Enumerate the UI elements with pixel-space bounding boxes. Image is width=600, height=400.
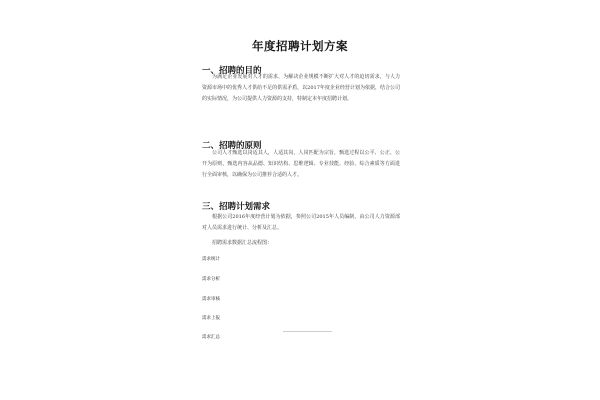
section-heading-purpose: 一、招聘的目的 [202, 66, 262, 76]
document-title: 年度招聘计划方案 [252, 39, 348, 53]
flow-step-review: 需求审核 [202, 297, 220, 302]
flow-step-analysis: 需求分析 [202, 277, 220, 282]
flow-step-summary: 需求汇总 [202, 335, 220, 340]
flow-connector-line [283, 331, 332, 332]
flow-step-statistics: 需求统计 [202, 257, 220, 262]
flowchart-caption: 招聘需求数据汇总流程图： [212, 240, 273, 246]
section-heading-principles: 二、招聘的原则 [202, 141, 262, 151]
section-body-principles: 公司人才甄选以岗适其人，人适其岗，人岗匹配为宗旨，甄选过程以公平、公正、公开为原则，甄选内容从品德、知识结构、思维逻辑、专业技能、经验、综合素质等方面进行全面审核，以确保为公司推荐合适的人才。 [202, 150, 400, 178]
section-heading-requirements: 三、招聘计划需求 [202, 202, 271, 212]
section-body-requirements: 根据公司2016年度经营计划为依据，参照公司2015年人员编制，由公司人力资源部对人员需求进行统计、分析及汇总。 [202, 214, 400, 231]
section-body-purpose: 为满足企业发展对人才的需求，为解决企业规模不断扩大对人才的迫切需求，与人力资源市场中的优秀人才供给不足的供需矛盾，以2017年度企业经营计划为依据，结合公司的实际情况，为公司提供人力资源的支持，特制定本年度招聘计划。 [202, 74, 400, 102]
flow-step-report: 需求上报 [202, 316, 220, 321]
